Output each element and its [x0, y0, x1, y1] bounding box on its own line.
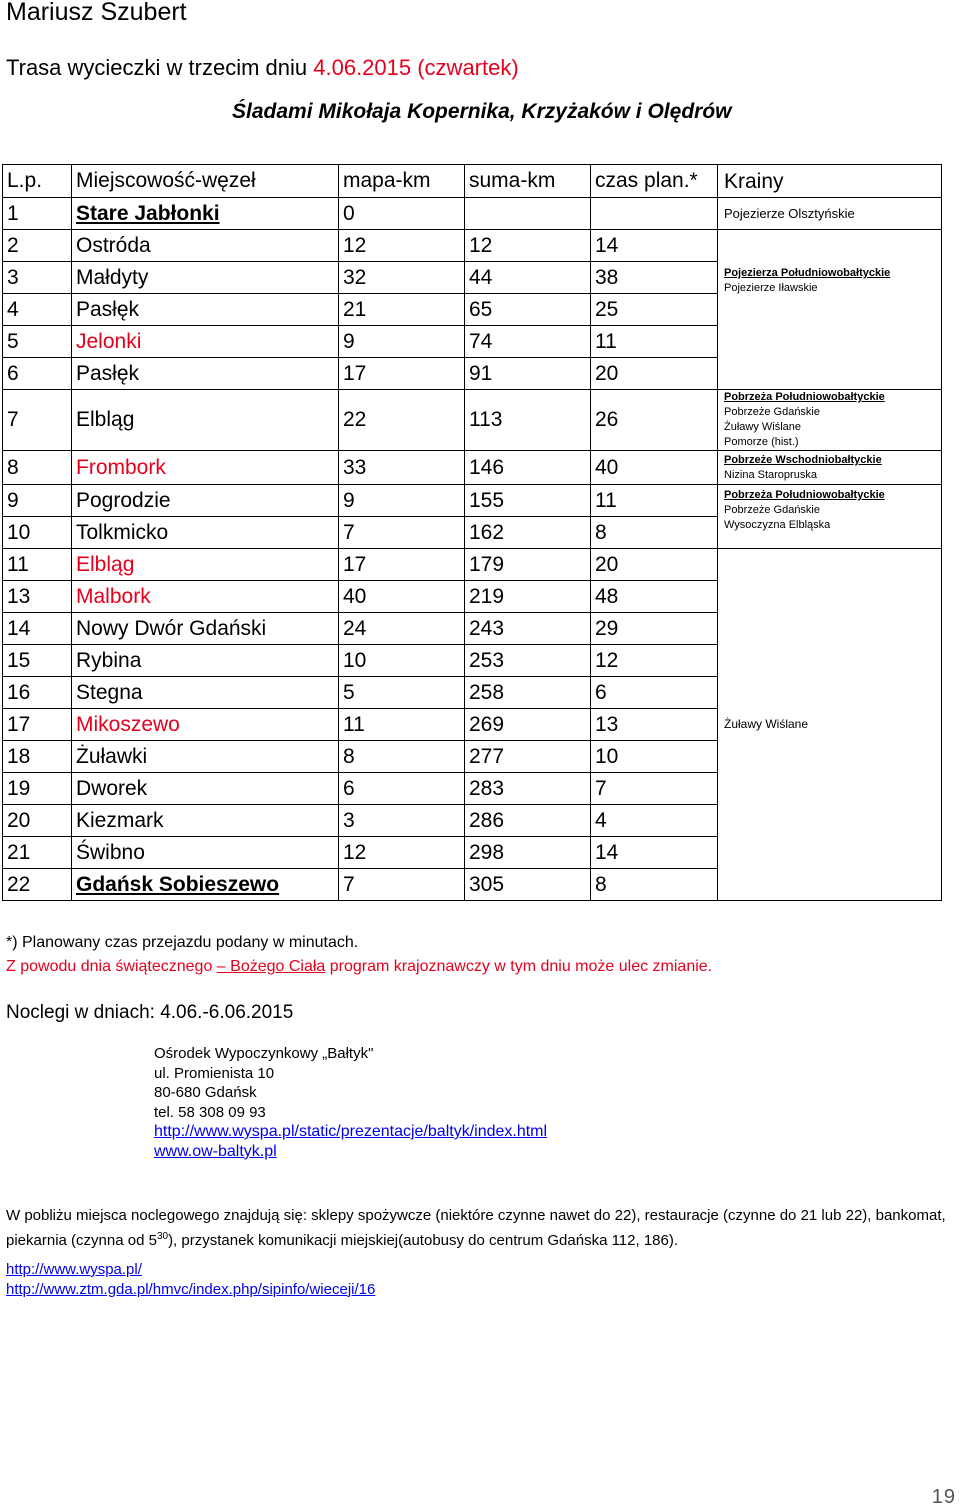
- cell-lp: 15: [3, 645, 72, 677]
- cell-lp: 5: [3, 326, 72, 358]
- cell-mapa: 10: [339, 645, 465, 677]
- cell-lp: 1: [3, 198, 72, 230]
- cell-place: Nowy Dwór Gdański: [72, 613, 339, 645]
- cell-czas: 13: [591, 709, 718, 741]
- lodging-dates: Noclegi w dniach: 4.06.-6.06.2015: [6, 1002, 294, 1023]
- krainy-text: Pobrzeże Gdańskie: [724, 406, 820, 418]
- cell-place: Pogrodzie: [72, 485, 339, 517]
- cell-place: Stegna: [72, 677, 339, 709]
- cell-mapa: 7: [339, 869, 465, 901]
- cell-mapa: 32: [339, 262, 465, 294]
- cell-place: Gdańsk Sobieszewo: [72, 869, 339, 901]
- cell-suma: 258: [465, 677, 591, 709]
- cell-lp: 17: [3, 709, 72, 741]
- cell-czas: 38: [591, 262, 718, 294]
- cell-mapa: 17: [339, 358, 465, 390]
- cell-suma: 113: [465, 390, 591, 451]
- cell-suma: 91: [465, 358, 591, 390]
- cell-place: Świbno: [72, 837, 339, 869]
- cell-czas: 29: [591, 613, 718, 645]
- header-place: Miejscowość-węzeł: [72, 165, 339, 198]
- cell-czas: 7: [591, 773, 718, 805]
- cell-czas: 20: [591, 549, 718, 581]
- link-ztm[interactable]: http://www.ztm.gda.pl/hmvc/index.php/sipinfo/wieceji/16: [6, 1280, 376, 1298]
- cell-place: Elbląg: [72, 549, 339, 581]
- cell-suma: 65: [465, 294, 591, 326]
- notice-text: program krajoznawczy w tym dniu może ulec zmianie.: [325, 958, 713, 975]
- cell-lp: 16: [3, 677, 72, 709]
- krainy-text: Pojezierza Południowobałtyckie: [724, 267, 891, 279]
- cell-lp: 8: [3, 451, 72, 485]
- trip-date: 4.06.2015 (czwartek): [313, 55, 519, 80]
- cell-suma: 269: [465, 709, 591, 741]
- cell-suma: 162: [465, 517, 591, 549]
- cell-suma: 298: [465, 837, 591, 869]
- krainy-text: Żuławy Wiślane: [724, 717, 809, 731]
- cell-lp: 7: [3, 390, 72, 451]
- cell-lp: 4: [3, 294, 72, 326]
- cell-lp: 13: [3, 581, 72, 613]
- cell-place: Frombork: [72, 451, 339, 485]
- cell-mapa: 3: [339, 805, 465, 837]
- route-table: [2, 164, 942, 901]
- cell-suma: 44: [465, 262, 591, 294]
- cell-suma: 74: [465, 326, 591, 358]
- header-mapa: mapa-km: [339, 165, 465, 198]
- cell-czas: 26: [591, 390, 718, 451]
- header-krainy: Krainy: [718, 165, 942, 198]
- cell-czas: 25: [591, 294, 718, 326]
- cell-suma: 283: [465, 773, 591, 805]
- cell-place: Ostróda: [72, 230, 339, 262]
- cell-mapa: 0: [339, 198, 465, 230]
- cell-suma: 277: [465, 741, 591, 773]
- cell-lp: 11: [3, 549, 72, 581]
- nearby-info: [6, 1205, 958, 1251]
- table-row: [3, 485, 942, 517]
- cell-suma: 219: [465, 581, 591, 613]
- cell-place: Mikoszewo: [72, 709, 339, 741]
- cell-mapa: 9: [339, 485, 465, 517]
- cell-lp: 14: [3, 613, 72, 645]
- cell-lp: 18: [3, 741, 72, 773]
- krainy-cell-5: [718, 485, 942, 549]
- cell-mapa: 22: [339, 390, 465, 451]
- cell-suma: 243: [465, 613, 591, 645]
- table-header: [3, 165, 942, 198]
- cell-mapa: 11: [339, 709, 465, 741]
- cell-place: Jelonki: [72, 326, 339, 358]
- krainy-text: Pobrzeża Południowobałtyckie: [724, 391, 885, 403]
- cell-place: Tolkmicko: [72, 517, 339, 549]
- trip-subtitle: Śladami Mikołaja Kopernika, Krzyżaków i Olędrów: [232, 100, 732, 123]
- cell-mapa: 12: [339, 230, 465, 262]
- cell-place: Pasłęk: [72, 358, 339, 390]
- cell-mapa: 7: [339, 517, 465, 549]
- krainy-text: Pojezierze Iławskie: [724, 282, 818, 294]
- cell-lp: 10: [3, 517, 72, 549]
- lodging-street: ul. Promienista 10: [154, 1064, 275, 1082]
- krainy-text: Pobrzeże Gdańskie: [724, 504, 820, 516]
- cell-place: Małdyty: [72, 262, 339, 294]
- cell-place: Pasłęk: [72, 294, 339, 326]
- table-row: [3, 451, 942, 485]
- cell-suma: 286: [465, 805, 591, 837]
- cell-mapa: 40: [339, 581, 465, 613]
- notice-holiday: – Bożego Ciała: [216, 958, 326, 975]
- krainy-cell-1: [718, 198, 942, 230]
- cell-mapa: 17: [339, 549, 465, 581]
- author-name: Mariusz Szubert: [6, 0, 187, 26]
- cell-mapa: 6: [339, 773, 465, 805]
- cell-mapa: 8: [339, 741, 465, 773]
- cell-czas: 20: [591, 358, 718, 390]
- cell-suma: 253: [465, 645, 591, 677]
- cell-czas: 40: [591, 451, 718, 485]
- cell-mapa: 24: [339, 613, 465, 645]
- cell-czas: 8: [591, 517, 718, 549]
- trip-prefix: Trasa wycieczki w trzecim dniu: [6, 55, 314, 80]
- cell-lp: 19: [3, 773, 72, 805]
- cell-mapa: 33: [339, 451, 465, 485]
- nearby-text: W pobliżu miejsca noclegowego znajdują się: sklepy spożywcze (niektóre czynne nawet do 22), restauracje (czynne do 21 lub 22), bankomat, piekarnia (czynna od 5: [6, 1207, 946, 1249]
- page-number: 19: [931, 1486, 956, 1508]
- krainy-text: Wysoczyzna Elbląska: [724, 519, 831, 531]
- cell-place: Elbląg: [72, 390, 339, 451]
- footnote: *) Planowany czas przejazdu podany w minutach.: [6, 934, 359, 951]
- cell-mapa: 9: [339, 326, 465, 358]
- table-row: [3, 549, 942, 581]
- notice-text: Z powodu dnia świątecznego: [6, 958, 217, 975]
- lodging-link-wyspa[interactable]: http://www.wyspa.pl/static/prezentacje/baltyk/index.html: [154, 1123, 548, 1140]
- krainy-text: Pobrzeże Wschodniobałtyckie: [724, 454, 882, 466]
- cell-lp: 2: [3, 230, 72, 262]
- cell-lp: 6: [3, 358, 72, 390]
- cell-suma: 305: [465, 869, 591, 901]
- cell-mapa: 5: [339, 677, 465, 709]
- cell-mapa: 21: [339, 294, 465, 326]
- lodging-name: Ośrodek Wypoczynkowy „Bałtyk": [154, 1045, 374, 1062]
- krainy-cell-6: [718, 549, 942, 901]
- lodging-city: 80-680 Gdańsk: [154, 1084, 257, 1101]
- krainy-text: Nizina Staropruska: [724, 469, 817, 481]
- cell-czas: 11: [591, 326, 718, 358]
- krainy-cell-3: [718, 390, 942, 451]
- lodging-address: [154, 1044, 547, 1161]
- cell-czas: [591, 198, 718, 230]
- links-list: [6, 1260, 375, 1299]
- cell-czas: 8: [591, 869, 718, 901]
- cell-lp: 3: [3, 262, 72, 294]
- trip-title: [6, 55, 519, 81]
- cell-place: Kiezmark: [72, 805, 339, 837]
- cell-czas: 14: [591, 837, 718, 869]
- krainy-cell-4: [718, 451, 942, 485]
- nearby-sup: 30: [156, 1231, 169, 1242]
- lodging-link-owbaltyk[interactable]: www.ow-baltyk.pl: [154, 1142, 277, 1160]
- table-row: [3, 390, 942, 451]
- cell-place: Malbork: [72, 581, 339, 613]
- table-row: [3, 198, 942, 230]
- krainy-text: Pomorze (hist.): [724, 436, 799, 448]
- cell-lp: 21: [3, 837, 72, 869]
- header-czas: czas plan.*: [591, 165, 718, 198]
- cell-czas: 6: [591, 677, 718, 709]
- cell-mapa: 12: [339, 837, 465, 869]
- cell-czas: 48: [591, 581, 718, 613]
- cell-lp: 20: [3, 805, 72, 837]
- cell-suma: 155: [465, 485, 591, 517]
- krainy-cell-2: [718, 230, 942, 390]
- cell-czas: 4: [591, 805, 718, 837]
- cell-czas: 10: [591, 741, 718, 773]
- cell-place: Żuławki: [72, 741, 339, 773]
- cell-suma: 146: [465, 451, 591, 485]
- table-row: [3, 230, 942, 262]
- cell-czas: 11: [591, 485, 718, 517]
- header-lp: L.p.: [3, 165, 72, 198]
- krainy-text: Pojezierze Olsztyńskie: [724, 206, 855, 221]
- cell-czas: 14: [591, 230, 718, 262]
- cell-suma: 12: [465, 230, 591, 262]
- cell-suma: 179: [465, 549, 591, 581]
- cell-lp: 9: [3, 485, 72, 517]
- cell-czas: 12: [591, 645, 718, 677]
- cell-place: Dworek: [72, 773, 339, 805]
- krainy-text: Pobrzeża Południowobałtyckie: [724, 489, 885, 501]
- holiday-notice: [6, 958, 712, 976]
- cell-lp: 22: [3, 869, 72, 901]
- cell-place: Stare Jabłonki: [72, 198, 339, 230]
- cell-suma: [465, 198, 591, 230]
- cell-place: Rybina: [72, 645, 339, 677]
- header-suma: suma-km: [465, 165, 591, 198]
- nearby-text: ), przystanek komunikacji miejskiej(autobusy do centrum Gdańska 112, 186).: [168, 1232, 679, 1249]
- lodging-phone: tel. 58 308 09 93: [154, 1103, 266, 1121]
- link-wyspa[interactable]: http://www.wyspa.pl/: [6, 1261, 142, 1278]
- krainy-text: Żuławy Wiślane: [724, 421, 802, 433]
